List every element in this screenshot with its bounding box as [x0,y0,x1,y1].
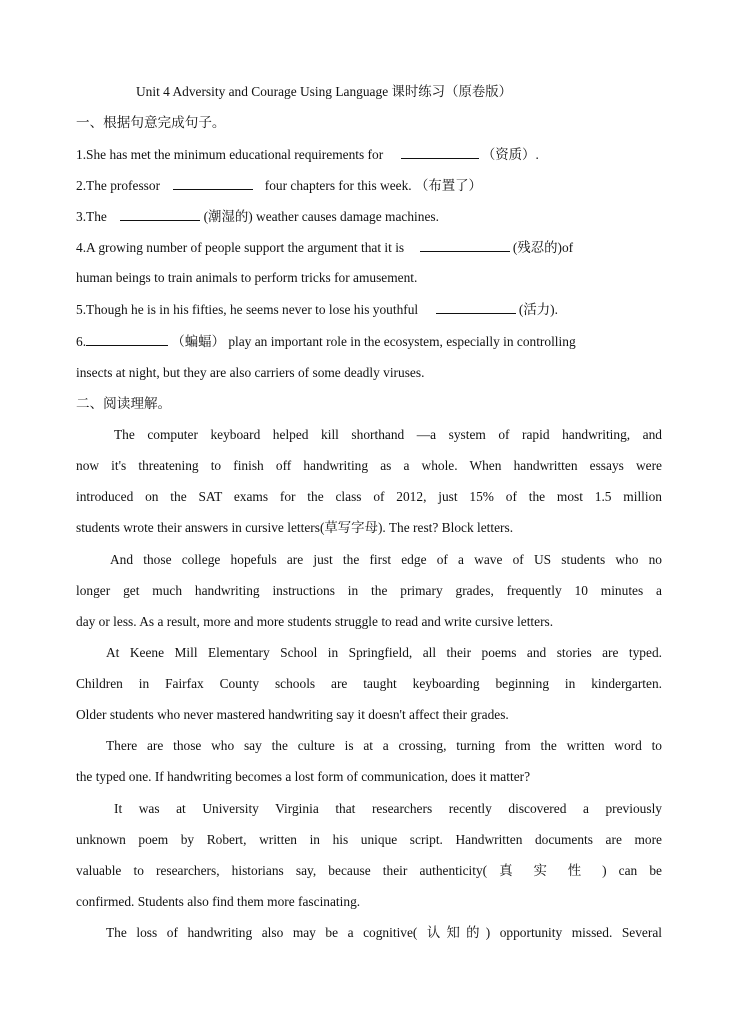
exercise-item-4-continued: human beings to train animals to perform tricks for amusement. [76,270,418,285]
passage-line: The computer keyboard helped kill shorthand —a system of rapid handwriting, and [114,427,662,442]
item-1-hint: （资质）. [481,147,539,162]
answer-blank-6[interactable] [86,332,168,346]
answer-blank-1[interactable] [401,145,479,159]
item-6-number: 6. [76,334,87,349]
section-2-heading: 二、阅读理解。 [76,396,172,412]
passage-line: The loss of handwriting also may be a cognitive( 认知的) opportunity missed. Several [106,925,662,940]
exercise-item-2 [76,176,662,195]
passage-line: the typed one. If handwriting becomes a lost form of communication, does it matter? [76,769,531,784]
passage-line: valuable to researchers, historians say, because their authenticity( 真 实 性 ) can be [76,863,662,878]
item-4-text: 4.A growing number of people support the argument that it is [76,240,405,255]
answer-blank-3[interactable] [120,207,200,221]
item-2-hint: four chapters for this week. （布置了） [264,178,482,193]
passage-line: At Keene Mill Elementary School in Springfield, all their poems and stories are typed. [106,645,662,660]
item-5-text: 5.Though he is in his fifties, he seems never to lose his youthful [76,302,419,317]
passage-line: And those college hopefuls are just the first edge of a wave of US students who no [110,552,662,567]
answer-blank-5[interactable] [436,300,516,314]
exercise-item-3 [76,207,662,226]
section-1-heading: 一、根据句意完成句子。 [76,115,226,131]
exercise-item-4 [76,238,662,257]
passage-line: unknown poem by Robert, written in his unique script. Handwritten documents are more [76,832,662,847]
passage-line: day or less. As a result, more and more students struggle to read and write cursive letters. [76,614,554,629]
worksheet-title: Unit 4 Adversity and Courage Using Language 课时练习（原卷版） [136,84,513,99]
passage-line: now it's threatening to finish off handwriting as a whole. When handwritten essays were [76,458,662,473]
item-6-text: （蝙蝠） play an important role in the ecosystem, especially in controlling [171,334,576,349]
passage-line: introduced on the SAT exams for the class of 2012, just 15% of the most 1.5 million [76,489,662,504]
exercise-item-1 [76,145,662,164]
passage-line: confirmed. Students also find them more fascinating. [76,894,361,909]
passage-line: longer get much handwriting instructions in the primary grades, frequently 10 minutes a [76,583,662,598]
passage-line: There are those who say the culture is at a crossing, turning from the written word to [106,738,662,753]
item-2-text: 2.The professor [76,178,161,193]
answer-blank-2[interactable] [173,176,253,190]
exercise-item-6 [76,332,662,351]
item-5-hint: (活力). [518,302,558,317]
item-1-text: 1.She has met the minimum educational requirements for [76,147,384,162]
exercise-item-5 [76,300,662,319]
passage-line: students wrote their answers in cursive letters(草写字母). The rest? Block letters. [76,520,514,535]
passage-line: Children in Fairfax County schools are taught keyboarding beginning in kindergarten. [76,676,662,691]
answer-blank-4[interactable] [420,238,510,252]
item-4-hint: (残忍的)of [512,240,574,255]
item-3-text: 3.The [76,209,107,224]
passage-line: Older students who never mastered handwriting say it doesn't affect their grades. [76,707,509,722]
item-3-hint: (潮湿的) weather causes damage machines. [203,209,439,224]
exercise-item-6-continued: insects at night, but they are also carriers of some deadly viruses. [76,365,425,380]
passage-line: It was at University Virginia that researchers recently discovered a previously [114,801,662,816]
